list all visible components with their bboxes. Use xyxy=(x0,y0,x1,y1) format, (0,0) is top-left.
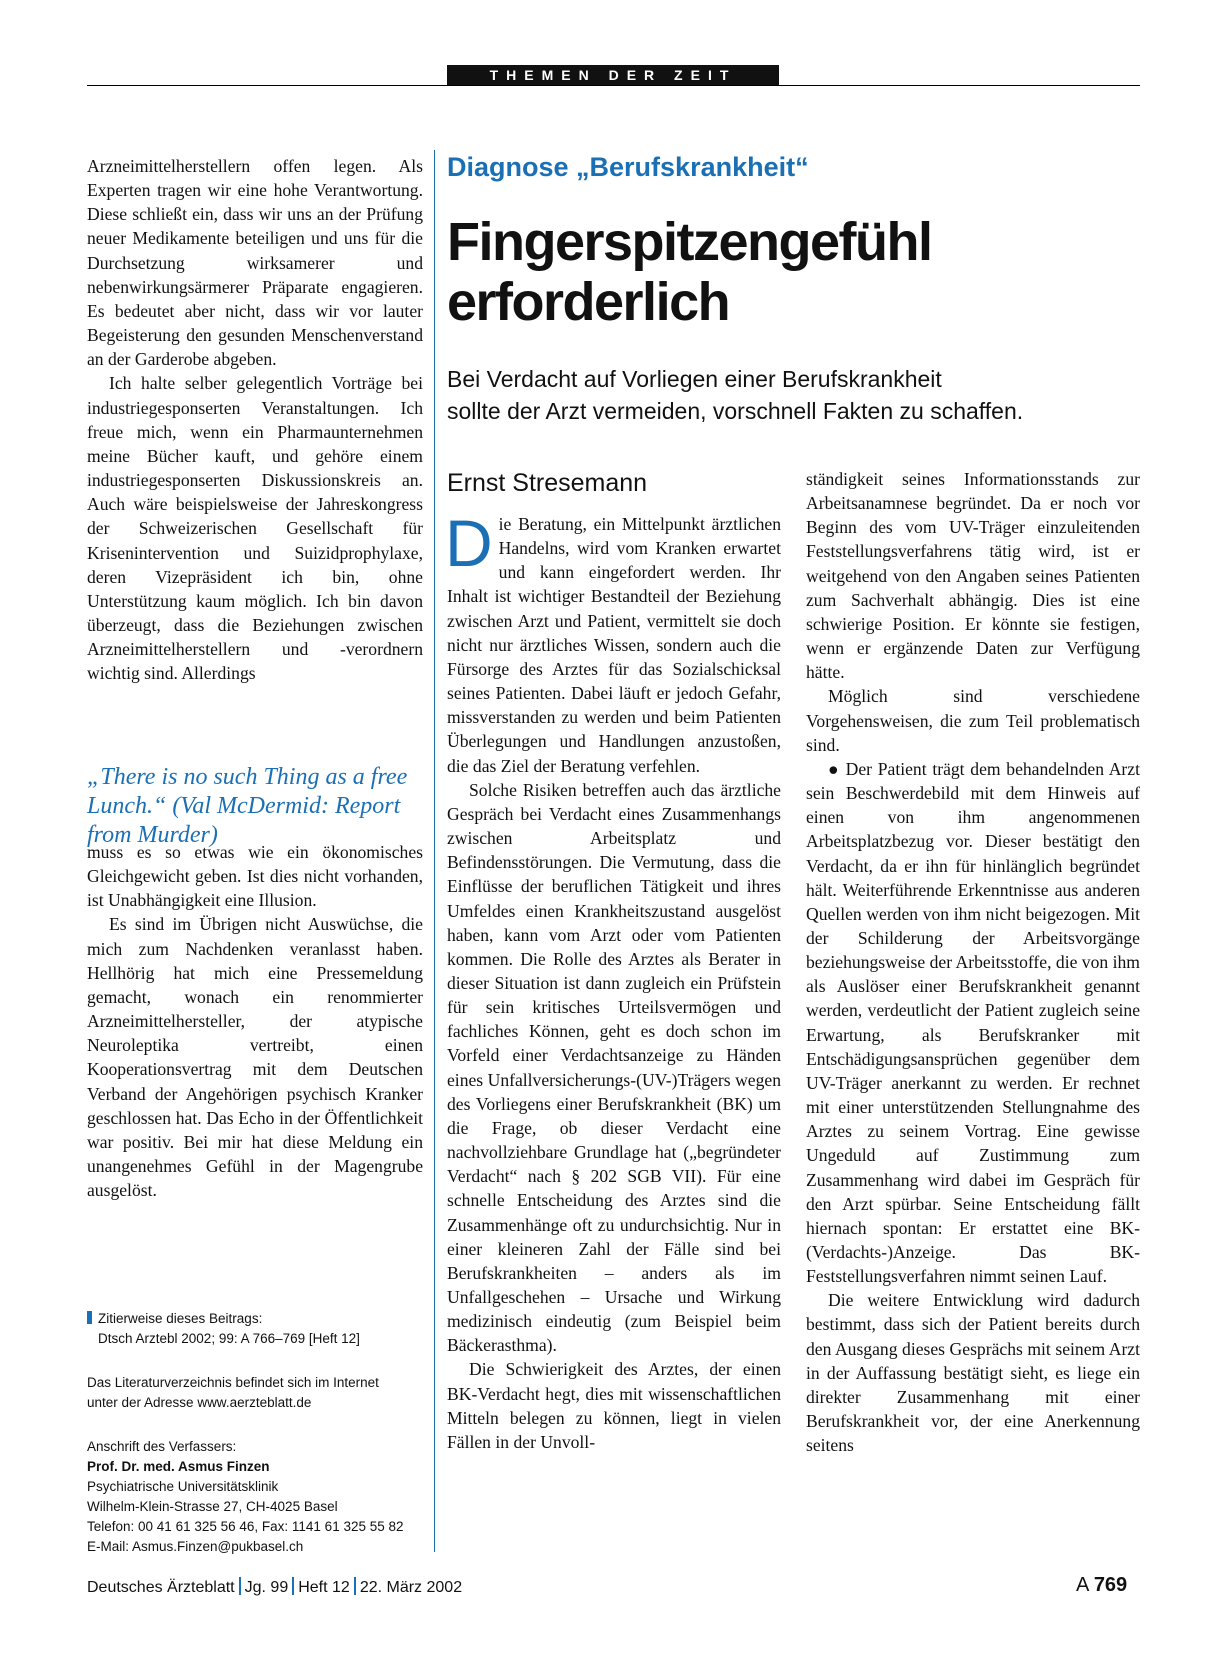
address-line-1: Psychiatrische Universitätsklinik xyxy=(87,1479,279,1494)
footer-date: 22. März 2002 xyxy=(359,1579,463,1596)
left-paragraph-3: muss es so etwas wie ein ökonomisches Gleichgewicht geben. Ist dies nicht vorhanden, ist Unabhängigkeit eine Illusion. xyxy=(87,842,423,911)
column-divider xyxy=(434,150,435,1552)
footer-separator xyxy=(354,1577,356,1595)
article-author: Ernst Stresemann xyxy=(447,469,648,497)
address-label: Anschrift des Verfassers: xyxy=(87,1439,237,1454)
bullet-icon: ● xyxy=(828,758,840,779)
right-paragraph-2: Möglich sind verschiedene Vorgehensweisen, die zum Teil problematisch sind. xyxy=(806,686,1140,755)
citation-note xyxy=(87,1309,423,1349)
article-paragraph-1 xyxy=(445,506,781,778)
drop-cap: D xyxy=(445,506,493,580)
middle-column xyxy=(445,506,781,1454)
article-paragraph-3: Die Schwierigkeit des Arztes, der einen BK-Verdacht hegt, dies mit wissenschaftlichen Mitteln belegen zu können, liegt in vielen Fällen in der Unvoll- xyxy=(447,1359,781,1452)
address-line-2: Wilhelm-Klein-Strasse 27, CH-4025 Basel xyxy=(87,1499,338,1514)
address-line-4: E-Mail: Asmus.Finzen@pukbasel.ch xyxy=(87,1539,304,1554)
left-paragraph-4: Es sind im Übrigen nicht Auswüchse, die mich zum Nachdenken veranlasst haben. Hellhörig hat mich eine Pressemeldung gemacht, wonach ein renommierter Arzneimittelhersteller, der atypische Neuroleptika vertreibt, einen Kooperationsvertrag mit dem Deutschen Verband der Angehörigen psychisch Kranker geschlossen hat. Das Echo in der Öffentlichkeit war positiv. Bei mir hat diese Meldung ein unangenehmes Gefühl in der Magengrube ausgelöst. xyxy=(87,914,423,1201)
footer-volume: Jg. 99 xyxy=(244,1579,289,1596)
author-address xyxy=(87,1437,423,1557)
pull-quote: „There is no such Thing as a free Lunch.“ (Val McDermid: Report from Murder) xyxy=(87,764,408,848)
literature-line-2: unter der Adresse www.aerzteblatt.de xyxy=(87,1395,312,1410)
article-title xyxy=(447,212,1147,332)
article-subtitle xyxy=(447,363,1147,427)
subtitle-line-1: Bei Verdacht auf Vorliegen einer Berufskrankheit xyxy=(447,366,942,392)
right-paragraph-4: Die weitere Entwicklung wird dadurch bestimmt, dass sich der Patient bereits durch den Ausgang dieses Gesprächs mit seinem Arzt in der Auffassung bestätigt sieht, es liege ein direkter Zusammenhang mit einer Berufskrankheit vor, der eine Anerkennung seitens xyxy=(806,1290,1140,1456)
literature-note xyxy=(87,1373,423,1413)
footer-journal: Deutsches Ärzteblatt xyxy=(87,1579,235,1596)
section-label: THEMEN DER ZEIT xyxy=(447,65,779,85)
right-paragraph-3-text: Der Patient trägt dem behandelnden Arzt sein Beschwerdebild mit dem Hinweis auf einen von ihm angenommenen Arbeitsplatzbezug vor. Dieser bestätigt den Verdacht, da er ihn für hinlänglich begründet hält. Weiterführende Erkenntnisse aus anderen Quellen werden von ihm nicht beigezogen. Mit der Schilderung der Arbeitsvorgänge beziehungsweise der Arbeitsstoffe, die von ihm als Auslöser einer Berufskrankheit genannt werden, verdeutlicht der Patient zugleich seine Erwartung, als Berufskranker mit Entschädigungsansprüchen gegenüber dem UV-Träger anerkannt zu werden. Er rechnet mit einer unterstützenden Stellungnahme des Arztes zu seinem Vortrag. Eine gewisse Ungeduld auf Zustimmung zum Zusammenhang wird dabei im Gespräch für den Arzt spürbar. Seine Entscheidung fällt hiernach spontan: Er erstattet eine BK-(Verdachts-)Anzeige. Das BK-Feststellungsverfahren nimmt seinen Lauf. xyxy=(806,758,1140,1287)
footer-issue: Heft 12 xyxy=(298,1579,350,1596)
page-prefix: A xyxy=(1076,1574,1089,1596)
article-kicker: Diagnose „Berufskrankheit“ xyxy=(447,152,809,182)
header-rule xyxy=(87,85,1140,86)
address-name: Prof. Dr. med. Asmus Finzen xyxy=(87,1459,270,1474)
right-column xyxy=(806,467,1140,1457)
left-paragraph-2: Ich halte selber gelegentlich Vorträge bei industriegesponserten Veranstaltungen. Ich freue mich, wenn ein Pharmaunternehmen meine Bücher kauft, und gehöre einem industriegesponserten Diskussionskreis an. Auch wäre beispielsweise der Jahreskongress der Schweizerischen Gesellschaft für Krisenintervention und Suizidprophylaxe, deren Vizepräsident ich bin, ohne Unterstützung kaum möglich. Ich bin davon überzeugt, dass die Beziehungen zwischen Arzneimittelherstellern und -verordnern wichtig sind. Allerdings xyxy=(87,373,423,684)
left-paragraph-1: Arzneimittelherstellern offen legen. Als Experten tragen wir eine hohe Verantwortung. Diese schließt ein, dass wir uns an der Prüfung neuer Medikamente beteiligen und uns für die Durchsetzung wirksamerer und nebenwirkungsärmerer Präparate engagieren. Es bedeutet aber nicht, dass wir vor lauter Begeisterung den gesunden Menschenverstand an der Garderobe abgeben. xyxy=(87,156,423,370)
address-line-3: Telefon: 00 41 61 325 56 46, Fax: 1141 61 325 55 82 xyxy=(87,1519,404,1534)
right-paragraph-3 xyxy=(806,757,1140,1288)
subtitle-line-2: sollte der Arzt vermeiden, vorschnell Fakten zu schaffen. xyxy=(447,398,1024,424)
citation-label: Zitierweise dieses Beitrags: xyxy=(98,1311,263,1326)
title-line-2: erforderlich xyxy=(447,272,730,332)
footer-separator xyxy=(239,1577,241,1595)
article-paragraph-2: Solche Risiken betreffen auch das ärztliche Gespräch bei Verdacht eines Zusammenhangs zwischen Arbeitsplatz und Befindensstörungen. Die Vermutung, dass die Einflüsse der beruflichen Tätigkeit und ihres Umfeldes einen Krankheitszustand ausgelöst haben, kann vom Arzt oder vom Patienten kommen. Die Rolle des Arztes als Berater in dieser Situation ist dann zugleich ein Prüfstein für sein kritisches Urteilsvermögen und fachliches Können, geht es doch schon im Vorfeld einer Verdachtsanzeige zu Händen eines Unfallversicherungs-(UV-)Trägers wegen des Vorliegens einer Berufskrankheit (BK) um die Frage, ob dieser Verdacht eine nachvollziehbare Grundlage hat („begründeter Verdacht“ nach § 202 SGB VII). Für eine schnelle Entscheidung des Arztes sind die Zusammenhänge oft zu undurchsichtig. Nur in einer kleineren Zahl der Fälle sind bei Berufskrankheiten – anders als im Unfallgeschehen – Ursache und Wirkung medizinisch eindeutig (zum Beispiel beim Bäckerasthma). xyxy=(447,779,781,1356)
title-line-1: Fingerspitzengefühl xyxy=(447,212,932,272)
page-number xyxy=(1076,1574,1127,1597)
citation-text: Dtsch Arztebl 2002; 99: A 766–769 [Heft 12] xyxy=(98,1331,360,1346)
left-column xyxy=(87,154,423,685)
accent-bar xyxy=(87,1311,92,1324)
footer xyxy=(87,1577,462,1597)
article-paragraph-1-text: ie Beratung, ein Mittelpunkt ärztlichen Handelns, wird vom Kranken erwartet und kann eingefordert werden. Ihr Inhalt ist wichtiger Bestandteil der Beziehung zwischen Arzt und Patient, vermittelt sie doch nicht nur ärztliches Wissen, sondern auch die Fürsorge des Arztes für das Sozialschicksal seines Patienten. Dabei läuft er jedoch Gefahr, missverstanden zu werden und beim Patienten Überlegungen und Handlungen anzustoßen, die das Ziel der Beratung verfehlen. xyxy=(447,514,781,776)
literature-line-1: Das Literaturverzeichnis befindet sich im Internet xyxy=(87,1375,379,1390)
left-column-continued xyxy=(87,840,423,1202)
right-paragraph-1: ständigkeit seines Informationsstands zur Arbeitsanamnese begründet. Da er noch vor Beginn des vom UV-Träger einzuleitenden Feststellungsverfahrens tätig wird, ist er weitgehend von den Angaben seines Patienten zum Sachverhalt abhängig. Dies ist eine schwierige Position. Er könnte sie festigen, wenn er ergänzende Daten zur Verfügung hätte. xyxy=(806,469,1140,683)
footer-separator xyxy=(292,1577,294,1595)
page-number-value: 769 xyxy=(1093,1574,1128,1596)
